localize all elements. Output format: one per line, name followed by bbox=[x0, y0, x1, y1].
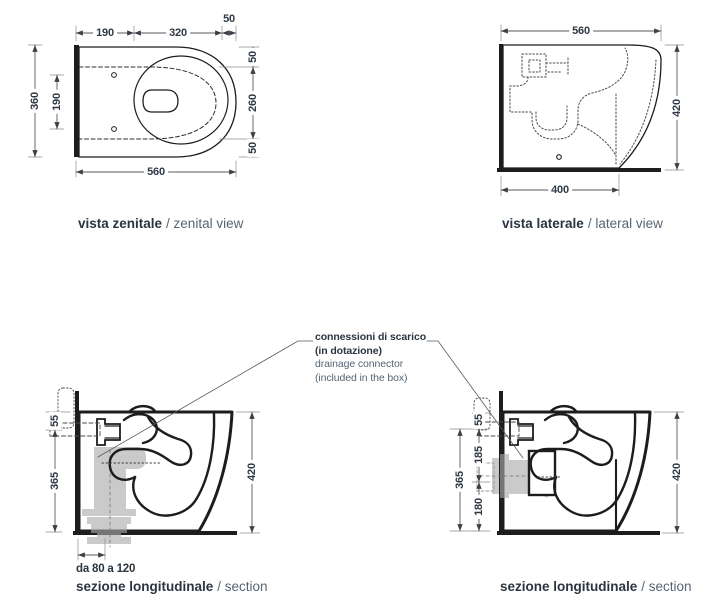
drainage-callout bbox=[315, 331, 426, 385]
callout-line: drainage connector bbox=[315, 358, 404, 370]
dim-label: 190 bbox=[93, 27, 117, 39]
dim-label: 55 bbox=[49, 412, 61, 430]
fixing-hole bbox=[112, 73, 117, 78]
dim-label: 360 bbox=[29, 89, 41, 113]
section-right-drawing bbox=[427, 341, 684, 535]
dim-label: 185 bbox=[473, 443, 485, 467]
dim-label: 400 bbox=[548, 184, 572, 196]
dim-range-label: da 80 a 120 bbox=[76, 563, 136, 575]
dim-label: 190 bbox=[51, 90, 63, 114]
view-title-section-right: sezione longitudinale / section bbox=[500, 579, 692, 594]
dim-label: 365 bbox=[49, 469, 61, 493]
dim-label: 180 bbox=[473, 495, 485, 519]
section-left-drawing bbox=[46, 341, 313, 560]
view-title-zenital: vista zenitale / zenital view bbox=[78, 216, 244, 231]
wall-bar-lateral bbox=[499, 44, 503, 171]
dim-label: 420 bbox=[671, 460, 683, 484]
wall-bar-top-view bbox=[74, 45, 79, 157]
callout-line: connessioni di scarico bbox=[315, 331, 427, 343]
dim-label: 560 bbox=[144, 166, 168, 178]
lateral-view-drawing bbox=[497, 25, 684, 196]
dim-label: 420 bbox=[671, 96, 683, 120]
fixing-hole bbox=[557, 155, 562, 160]
dim-label: 320 bbox=[166, 27, 190, 39]
view-title-lateral: vista laterale / lateral view bbox=[502, 216, 663, 231]
callout-line: (included in the box) bbox=[315, 371, 408, 384]
fixing-hole bbox=[112, 127, 117, 132]
dim-label: 260 bbox=[247, 91, 259, 115]
dim-label: 50 bbox=[220, 13, 238, 25]
dim-label: 365 bbox=[454, 468, 466, 492]
floor-bar-lateral bbox=[497, 168, 661, 172]
callout-line: (in dotazione) bbox=[315, 344, 382, 357]
dim-label: 420 bbox=[246, 460, 258, 484]
dim-label: 50 bbox=[247, 139, 259, 157]
view-title-section-left: sezione longitudinale / section bbox=[76, 579, 268, 594]
floor-bar-section-right bbox=[497, 531, 660, 535]
drain-hole bbox=[143, 90, 178, 112]
dim-label: 50 bbox=[247, 48, 259, 66]
wall-bar-section-left bbox=[75, 391, 79, 532]
dim-label: 560 bbox=[569, 25, 593, 37]
dim-label: 55 bbox=[473, 411, 485, 429]
